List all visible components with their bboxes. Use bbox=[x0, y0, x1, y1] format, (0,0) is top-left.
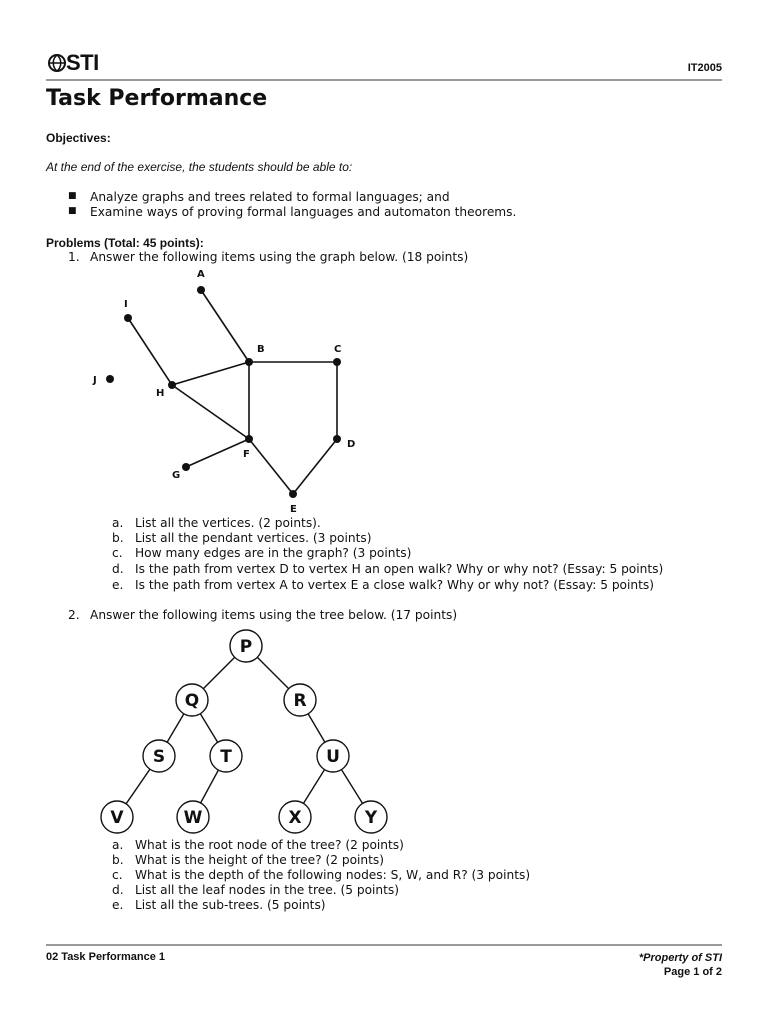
problems-heading: Problems (Total: 45 points): bbox=[46, 236, 204, 250]
objectives-intro: At the end of the exercise, the students should be able to: bbox=[46, 160, 353, 174]
page-title: Task Performance bbox=[46, 86, 268, 111]
item-letter: c. bbox=[112, 868, 123, 882]
item-letter: b. bbox=[112, 531, 124, 545]
list-item: List all the leaf nodes in the tree. (5 points) bbox=[135, 883, 400, 897]
footer-right bbox=[639, 951, 722, 979]
tree-label-u: U bbox=[326, 747, 340, 767]
vertex-j bbox=[106, 375, 114, 383]
tree-label-s: S bbox=[152, 747, 166, 767]
graph-figure bbox=[80, 264, 380, 520]
item-letter: a. bbox=[112, 516, 124, 530]
list-item: What is the root node of the tree? (2 points) bbox=[135, 838, 404, 852]
tree-label-y: Y bbox=[364, 808, 378, 828]
vertex-h bbox=[168, 381, 176, 389]
vertex-label-a: A bbox=[197, 269, 205, 280]
tree-label-x: X bbox=[288, 808, 302, 828]
vertex-label-i: I bbox=[124, 299, 128, 310]
objectives-heading: Objectives: bbox=[46, 131, 111, 145]
tree-figure bbox=[96, 626, 396, 838]
list-item: List all the vertices. (2 points). bbox=[135, 516, 321, 530]
list-item: What is the depth of the following nodes: S, W, and R? (3 points) bbox=[135, 868, 531, 882]
problem-1-number: 1. bbox=[68, 250, 80, 264]
item-letter: d. bbox=[112, 883, 124, 897]
vertex-label-d: D bbox=[347, 439, 356, 450]
problem-2-number: 2. bbox=[68, 608, 80, 622]
problem-1-text: Answer the following items using the graph below. (18 points) bbox=[90, 250, 469, 264]
vertex-f bbox=[245, 435, 253, 443]
vertex-d bbox=[333, 435, 341, 443]
bullet-icon: ■ bbox=[68, 206, 77, 216]
item-letter: c. bbox=[112, 546, 123, 560]
logo-text: STI bbox=[66, 50, 99, 75]
tree-label-p: P bbox=[239, 637, 253, 657]
vertex-label-h: H bbox=[156, 388, 165, 399]
vertex-e bbox=[289, 490, 297, 498]
list-item: List all the pendant vertices. (3 points) bbox=[135, 531, 372, 545]
vertex-label-e: E bbox=[290, 504, 297, 515]
tree-label-w: W bbox=[183, 808, 203, 828]
list-item: Is the path from vertex A to vertex E a close walk? Why or why not? (Essay: 5 points) bbox=[135, 578, 655, 592]
item-letter: b. bbox=[112, 853, 124, 867]
vertex-label-b: B bbox=[257, 344, 265, 355]
vertex-label-c: C bbox=[334, 344, 342, 355]
list-item: List all the sub-trees. (5 points) bbox=[135, 898, 326, 912]
property-notice: *Property of STI bbox=[638, 952, 722, 964]
header-divider bbox=[46, 79, 722, 81]
item-letter: d. bbox=[112, 562, 124, 576]
course-code: IT2005 bbox=[687, 62, 722, 74]
item-letter: e. bbox=[112, 578, 124, 592]
tree-label-r: R bbox=[293, 691, 307, 711]
globe-icon bbox=[48, 53, 66, 73]
page-number: Page 1 of 2 bbox=[663, 966, 722, 978]
vertex-label-f: F bbox=[243, 449, 250, 460]
item-letter: e. bbox=[112, 898, 124, 912]
vertex-label-j: J bbox=[93, 375, 97, 386]
tree-label-v: V bbox=[110, 808, 124, 828]
vertex-g bbox=[182, 463, 190, 471]
sti-logo bbox=[48, 50, 99, 76]
problem-2-text: Answer the following items using the tree below. (17 points) bbox=[90, 608, 458, 622]
tree-label-t: T bbox=[220, 747, 232, 767]
bullet-icon: ■ bbox=[68, 191, 77, 201]
item-letter: a. bbox=[112, 838, 124, 852]
vertex-label-g: G bbox=[172, 470, 181, 481]
tree-label-q: Q bbox=[184, 691, 200, 711]
footer-divider bbox=[46, 944, 722, 946]
list-item: How many edges are in the graph? (3 points) bbox=[135, 546, 412, 560]
vertex-b bbox=[245, 358, 253, 366]
footer-document-name: 02 Task Performance 1 bbox=[46, 951, 166, 963]
list-item: Is the path from vertex D to vertex H an open walk? Why or why not? (Essay: 5 points) bbox=[135, 562, 664, 576]
vertex-c bbox=[333, 358, 341, 366]
list-item: What is the height of the tree? (2 points) bbox=[135, 853, 385, 867]
vertex-a bbox=[197, 286, 205, 294]
vertex-i bbox=[124, 314, 132, 322]
